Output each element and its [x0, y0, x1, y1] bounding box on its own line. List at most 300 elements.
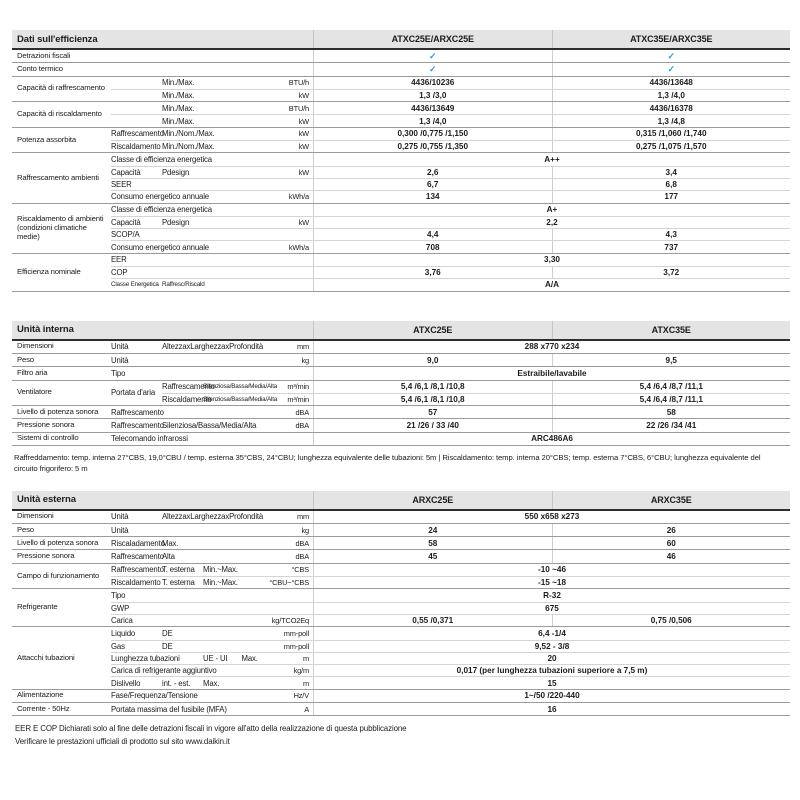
row-values — [313, 115, 790, 126]
spec-group — [12, 102, 790, 128]
row-values — [313, 665, 790, 676]
row-labels — [111, 677, 313, 688]
unit-label: BTU/h — [288, 78, 309, 88]
group-label: Sistemi di controllo — [17, 433, 79, 443]
row-labels — [111, 204, 313, 216]
unit-label: kg — [301, 525, 309, 535]
unit-label: kg/TCO2Eq — [271, 616, 309, 626]
row-labels — [111, 653, 313, 664]
row-value: 1,3 /4,0 — [552, 90, 791, 101]
row-value: 0,75 /0,506 — [552, 615, 791, 626]
row-label: Riscaldamento — [111, 142, 161, 152]
row-label: SEER — [111, 180, 132, 190]
row-value: 3,4 — [552, 167, 791, 178]
spec-group — [12, 77, 790, 103]
group-rows — [111, 354, 790, 366]
row-labels — [111, 267, 313, 278]
group-rows — [111, 511, 790, 523]
unit-label: kg/m — [293, 666, 309, 676]
spec-group — [12, 50, 790, 63]
row-value-span: -15 ~18 — [538, 578, 566, 588]
table-title: Dati sull'efficienza — [17, 33, 98, 45]
column-header-model-2: ATXC35E — [552, 321, 791, 339]
spec-row — [111, 627, 790, 639]
group-label: Livello di potenza sonora — [17, 406, 99, 416]
row-value-span: 1~/50 /220-440 — [524, 691, 580, 701]
row-label-group — [203, 396, 287, 403]
group-rows — [111, 153, 790, 202]
spec-group — [12, 254, 790, 292]
row-label-group — [203, 383, 287, 390]
row-labels — [111, 603, 313, 614]
row-label: GWP — [111, 603, 130, 613]
row-value: 0,55 /0,371 — [412, 616, 454, 626]
row-labels — [111, 627, 313, 639]
unit-label: °CBS — [291, 565, 309, 575]
row-values — [313, 191, 790, 202]
row-values — [313, 703, 790, 715]
group-rows — [111, 63, 790, 75]
unit-label: kW — [298, 218, 309, 227]
group-label: Pressione sonora — [17, 551, 75, 561]
spec-row — [111, 89, 790, 101]
row-label: Min./Nom./Max. — [162, 142, 215, 152]
row-label: Raffrescamento — [111, 129, 164, 139]
spec-row — [111, 576, 790, 588]
group-label: Campo di funzionamento — [17, 570, 100, 580]
unit-label: mm — [296, 342, 309, 352]
row-label: Liquido — [111, 628, 136, 638]
group-rows — [111, 627, 790, 688]
row-value-span: 550 x658 x273 — [524, 512, 580, 522]
spec-row — [111, 341, 790, 353]
row-label: Min.~Max. — [203, 565, 238, 575]
group-label: Dimensioni — [17, 341, 54, 351]
row-values — [313, 367, 790, 379]
row-value: 6,7 — [427, 180, 439, 190]
row-value: 4436/13648 — [552, 77, 791, 89]
row-value-span: A++ — [544, 155, 560, 165]
outdoor-unit-table — [12, 491, 790, 717]
row-label: Max. — [203, 678, 220, 688]
row-label: DE — [162, 628, 173, 638]
group-rows — [111, 524, 790, 536]
row-values — [313, 341, 790, 353]
row-label: AltezzaxLarghezzaxProfondità — [162, 342, 264, 352]
row-labels — [111, 217, 313, 228]
row-value: 24 — [428, 525, 438, 535]
spec-row — [111, 190, 790, 202]
spec-row — [111, 564, 790, 576]
row-labels — [111, 153, 313, 165]
spec-row — [111, 406, 790, 418]
group-label: Capacità di raffrescamento — [17, 83, 105, 93]
row-label: Riscaldamento — [111, 578, 161, 588]
row-labels — [111, 63, 313, 75]
row-label: DE — [162, 641, 173, 651]
row-label: Consumo energetico annuale — [111, 242, 209, 252]
row-labels — [111, 564, 313, 576]
spec-group — [12, 63, 790, 76]
row-label: Dislivello — [111, 678, 141, 688]
column-header-model-2: ATXC35E/ARXC35E — [552, 30, 791, 48]
test-conditions-footnote: Raffreddamento: temp. interna 27°CBS, 19,0°CBU / temp. esterna 35°CBS, 24°CBU; lunghezza equivalente delle tubazioni: 5m | Riscaldamento: temp. interna 20°CBS; temp. esterna 7°CBS, 6°CBU; lunghezza equivalente del circuito frigorifero: 5 m — [14, 453, 761, 473]
row-label: Unità — [111, 512, 129, 522]
group-label: Pressione sonora — [17, 420, 75, 430]
check-icon: ✓ — [667, 63, 676, 74]
spec-group — [12, 381, 790, 407]
row-labels — [111, 90, 313, 101]
row-value: 4436/13649 — [411, 103, 455, 113]
spec-row — [111, 278, 790, 290]
unit-label: Hz/V — [293, 691, 309, 701]
spec-row — [111, 153, 790, 165]
row-label: AltezzaxLarghezzaxProfondità — [162, 512, 264, 522]
row-values — [313, 153, 790, 165]
row-label: Pdesign — [162, 167, 190, 177]
row-value: 6,8 — [552, 179, 791, 190]
row-labels — [111, 577, 313, 588]
row-label: Min./Max. — [162, 91, 195, 101]
unit-label: A — [304, 704, 309, 714]
table-header — [12, 491, 790, 511]
spec-row — [111, 178, 790, 190]
spec-row — [111, 114, 790, 126]
row-labels — [111, 254, 313, 266]
row-values — [313, 419, 790, 431]
row-label: Min./Max. — [162, 103, 195, 113]
row-value: 0,315 /1,060 /1,740 — [552, 128, 791, 140]
row-label: Raffrescamento — [162, 382, 215, 392]
spec-sheet — [12, 0, 790, 746]
row-labels — [111, 550, 313, 562]
row-values — [313, 179, 790, 190]
group-rows — [162, 381, 790, 406]
row-value — [314, 50, 552, 62]
row-labels — [111, 115, 313, 126]
row-values — [313, 102, 790, 114]
spec-row — [111, 433, 790, 445]
spec-group — [12, 564, 790, 590]
row-labels — [111, 50, 313, 62]
spec-group — [12, 406, 790, 419]
spec-row — [111, 690, 790, 702]
spec-group — [12, 627, 790, 689]
spec-row — [111, 614, 790, 626]
row-values — [313, 229, 790, 240]
row-values — [313, 603, 790, 614]
row-label: Alta — [162, 552, 175, 562]
row-value: 4436/16378 — [552, 102, 791, 114]
group-label: Potenza assorbita — [17, 134, 76, 144]
row-values — [313, 167, 790, 178]
group-label: Raffrescamento ambienti — [17, 172, 99, 182]
row-labels — [111, 241, 313, 252]
row-value: 1,3 /4,0 — [419, 116, 447, 126]
row-labels — [111, 102, 313, 114]
row-value-span: 20 — [547, 653, 557, 663]
row-label: Unità — [111, 525, 129, 535]
row-label-group — [203, 578, 269, 587]
unit-label: BTU/h — [288, 103, 309, 113]
row-values — [313, 641, 790, 652]
spec-row — [111, 640, 790, 652]
group-rows — [111, 367, 790, 379]
unit-label: dBA — [295, 552, 309, 562]
row-label: Max. — [241, 653, 258, 663]
group-label: Ventilatore — [17, 387, 52, 397]
row-labels — [111, 279, 313, 290]
row-value — [314, 63, 552, 75]
row-labels — [111, 419, 313, 431]
spec-group — [12, 153, 790, 203]
row-labels — [111, 128, 313, 140]
row-value-span: 3,30 — [544, 255, 560, 265]
row-values — [313, 381, 790, 393]
spec-row — [111, 419, 790, 431]
row-values — [313, 141, 790, 152]
row-values — [313, 217, 790, 228]
spec-row — [111, 589, 790, 601]
spec-group — [12, 550, 790, 563]
spec-row — [111, 77, 790, 89]
spec-row — [111, 550, 790, 562]
column-header-model-1: ATXC25E — [313, 321, 552, 339]
group-rows — [111, 406, 790, 418]
unit-label: kW — [298, 116, 309, 126]
row-value-span: A+ — [546, 205, 558, 215]
spec-row — [162, 381, 790, 393]
spec-group — [12, 354, 790, 367]
row-label: SCOP/A — [111, 230, 140, 240]
row-labels — [111, 665, 313, 676]
row-label: Capacità — [111, 167, 141, 177]
group-rows — [111, 50, 790, 62]
row-label: Min./Max. — [162, 116, 195, 126]
group-rows — [111, 419, 790, 431]
unit-label: kW — [298, 129, 309, 139]
group-label: Dimensioni — [17, 511, 54, 521]
row-value-span: 675 — [545, 603, 559, 613]
row-labels — [111, 589, 313, 601]
row-labels — [162, 394, 313, 405]
row-label: Min.~Max. — [203, 578, 238, 588]
group-rows — [111, 690, 790, 702]
spec-row — [111, 228, 790, 240]
unit-label: m³/min — [287, 394, 309, 404]
spec-group — [12, 204, 790, 254]
row-values — [313, 511, 790, 523]
row-labels — [111, 141, 313, 152]
row-label: Silenziosa/Bassa/Media/Alta — [162, 421, 257, 431]
group-rows — [111, 550, 790, 562]
row-value-span: Estraibile/lavabile — [517, 368, 587, 378]
group-rows — [111, 204, 790, 253]
row-values — [313, 254, 790, 266]
row-label: Unità — [111, 355, 129, 365]
group-label: Filtro aria — [17, 367, 48, 377]
row-values — [313, 204, 790, 216]
spec-row — [111, 354, 790, 366]
row-label: Classe Energetica — [111, 281, 159, 289]
spec-row — [111, 50, 790, 62]
row-label: Classe di efficienza energetica — [111, 155, 212, 165]
row-values — [313, 627, 790, 639]
row-label: Silenziosa/Bassa/Media/Alta — [203, 395, 278, 403]
row-value: 5,4 /6,1 /8,1 /10,8 — [400, 382, 465, 392]
column-header-model-1: ARXC25E — [313, 491, 552, 509]
group-label: Attacchi tubazioni — [17, 652, 75, 662]
row-value: 5,4 /6,4 /8,7 /11,1 — [552, 381, 791, 393]
column-header-model-1: ATXC25E/ARXC25E — [313, 30, 552, 48]
check-icon: ✓ — [667, 50, 676, 61]
row-value: 5,4 /6,1 /8,1 /10,8 — [400, 394, 465, 404]
group-label: Detrazioni fiscali — [17, 50, 71, 60]
row-values — [313, 524, 790, 536]
group-label: Peso — [17, 354, 34, 364]
spec-group — [12, 128, 790, 154]
row-value: 21 /26 / 33 /40 — [406, 421, 459, 431]
spec-row — [111, 140, 790, 152]
group-rows — [111, 564, 790, 589]
spec-row — [111, 703, 790, 715]
row-labels — [111, 367, 313, 379]
row-labels — [111, 341, 313, 353]
row-labels — [111, 191, 313, 202]
spec-row — [111, 128, 790, 140]
row-labels — [111, 703, 313, 715]
row-values — [313, 128, 790, 140]
row-value-span: 15 — [547, 678, 557, 688]
spec-row — [111, 63, 790, 75]
footer-disclaimer: EER E COP Dichiarati solo al fine delle detrazioni fiscali in vigore all'atto della realizzazione di questa pubblicazione — [15, 724, 407, 734]
group-rows — [111, 77, 790, 102]
row-values — [313, 279, 790, 290]
spec-row — [111, 664, 790, 676]
row-label: Min./Nom./Max. — [162, 129, 215, 139]
row-values — [313, 589, 790, 601]
spec-group — [12, 690, 790, 703]
row-label: Riscaladamento — [111, 538, 165, 548]
row-value-span: 16 — [547, 704, 557, 714]
spec-row — [111, 511, 790, 523]
spec-group — [12, 367, 790, 380]
row-value-span: R-32 — [543, 591, 561, 600]
row-values — [313, 241, 790, 252]
row-labels — [111, 229, 313, 240]
row-labels — [111, 167, 313, 178]
indoor-unit-table — [12, 321, 790, 446]
row-values — [313, 564, 790, 576]
row-values — [313, 354, 790, 366]
row-labels — [111, 615, 313, 626]
spec-group — [12, 589, 790, 627]
row-values — [313, 433, 790, 445]
column-header-model-2: ARXC35E — [552, 491, 791, 509]
row-labels — [111, 524, 313, 536]
unit-label: mm-poll — [283, 628, 309, 638]
group-rows — [111, 589, 790, 626]
row-labels — [111, 433, 313, 445]
row-value: 22 /26 /34 /41 — [552, 419, 791, 431]
row-label-group — [203, 654, 303, 663]
spec-group — [12, 511, 790, 524]
row-value: 45 — [428, 552, 438, 562]
row-values — [313, 394, 790, 405]
row-value: 737 — [552, 241, 791, 252]
unit-label: kg — [301, 355, 309, 365]
unit-label: kW — [298, 167, 309, 177]
row-value: 3,76 — [424, 268, 441, 278]
group-rows — [111, 102, 790, 127]
row-label: Raffrescamento — [111, 565, 164, 575]
row-label: Raffrescamento — [111, 421, 164, 431]
row-value: 1,3 /4,8 — [552, 115, 791, 126]
row-label-group — [203, 565, 291, 574]
spec-group — [12, 433, 790, 446]
row-value: 4436/10236 — [411, 78, 455, 88]
row-values — [313, 677, 790, 688]
row-label: UE - UI — [203, 653, 228, 663]
row-label: Capacità — [111, 218, 141, 227]
row-label: Classe di efficienza energetica — [111, 205, 212, 215]
spec-group — [12, 419, 790, 432]
row-label: Carica — [111, 616, 133, 626]
row-label: COP — [111, 268, 128, 278]
row-value-span: -10 ~46 — [538, 565, 566, 575]
row-label: Max. — [162, 538, 179, 548]
efficiency-table — [12, 30, 790, 292]
spec-row — [111, 216, 790, 228]
row-label: EER — [111, 255, 127, 265]
row-values — [313, 537, 790, 549]
row-value: 5,4 /6,4 /8,7 /11,1 — [552, 394, 791, 405]
unit-label: m — [302, 678, 309, 688]
table-header — [12, 321, 790, 341]
spec-row — [111, 652, 790, 664]
unit-label: °CBU~°CBS — [269, 578, 309, 588]
row-value: 0,300 /0,775 /1,150 — [397, 129, 469, 139]
row-values — [313, 90, 790, 101]
row-value — [552, 50, 791, 62]
row-label: Consumo energetico annuale — [111, 192, 209, 202]
row-label: Lunghezza tubazioni — [111, 653, 180, 663]
row-value-span: ARC486A6 — [531, 434, 573, 444]
table-title: Unità interna — [17, 324, 74, 336]
row-label: Pdesign — [162, 218, 190, 227]
table-header — [12, 30, 790, 50]
group-label: Capacità di riscaldamento — [17, 109, 102, 119]
unit-label: mm — [296, 512, 309, 522]
row-value-span: 2,2 — [546, 218, 558, 227]
row-value: 46 — [552, 550, 791, 562]
row-value: 60 — [552, 537, 791, 549]
spec-row — [111, 102, 790, 114]
row-values — [313, 50, 790, 62]
row-values — [313, 577, 790, 588]
group-label: Corrente - 50Hz — [17, 703, 70, 713]
row-label: T. esterna — [162, 565, 195, 575]
row-labels — [111, 406, 313, 418]
row-label: Fase/Frequenza/Tensione — [111, 691, 198, 701]
group-rows — [111, 341, 790, 353]
spec-row — [111, 676, 790, 688]
spec-group — [12, 703, 790, 716]
spec-row — [111, 602, 790, 614]
row-values — [313, 690, 790, 702]
unit-label: mm-poll — [283, 641, 309, 651]
unit-label: dBA — [295, 421, 309, 431]
